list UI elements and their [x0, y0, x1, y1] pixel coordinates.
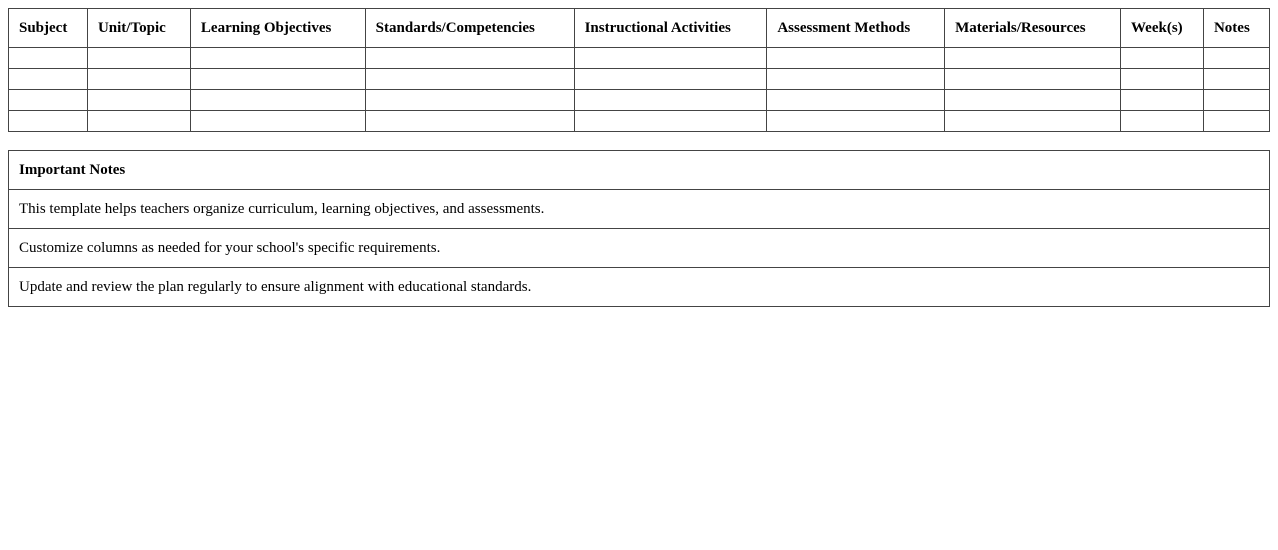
header-unit-topic: Unit/Topic: [87, 9, 190, 48]
table-cell[interactable]: [9, 90, 88, 111]
table-cell[interactable]: [945, 111, 1121, 132]
important-notes-table: [8, 150, 1270, 307]
table-cell[interactable]: [945, 48, 1121, 69]
table-cell[interactable]: [365, 69, 574, 90]
note-item: Customize columns as needed for your school's specific requirements.: [9, 229, 1270, 268]
table-cell[interactable]: [1203, 48, 1269, 69]
note-row: [9, 229, 1270, 268]
table-cell[interactable]: [190, 69, 365, 90]
note-item: This template helps teachers organize curriculum, learning objectives, and assessments.: [9, 190, 1270, 229]
header-standards: Standards/Competencies: [365, 9, 574, 48]
header-weeks: Week(s): [1121, 9, 1204, 48]
table-cell[interactable]: [9, 69, 88, 90]
table-cell[interactable]: [1203, 111, 1269, 132]
table-cell[interactable]: [767, 48, 945, 69]
table-cell[interactable]: [9, 48, 88, 69]
table-cell[interactable]: [1121, 90, 1204, 111]
header-row: [9, 9, 1270, 48]
table-cell[interactable]: [767, 111, 945, 132]
curriculum-plan-table: [8, 8, 1270, 132]
table-cell[interactable]: [1121, 111, 1204, 132]
notes-header-row: [9, 151, 1270, 190]
header-learning-objectives: Learning Objectives: [190, 9, 365, 48]
table-cell[interactable]: [9, 111, 88, 132]
table-cell[interactable]: [1203, 90, 1269, 111]
header-instructional-activities: Instructional Activities: [574, 9, 767, 48]
table-cell[interactable]: [1121, 69, 1204, 90]
table-cell[interactable]: [365, 111, 574, 132]
note-row: [9, 190, 1270, 229]
table-cell[interactable]: [574, 111, 767, 132]
table-cell[interactable]: [365, 90, 574, 111]
table-cell[interactable]: [767, 90, 945, 111]
notes-title: Important Notes: [9, 151, 1270, 190]
header-notes: Notes: [1203, 9, 1269, 48]
table-cell[interactable]: [190, 111, 365, 132]
table-row: [9, 90, 1270, 111]
header-assessment-methods: Assessment Methods: [767, 9, 945, 48]
table-cell[interactable]: [1121, 48, 1204, 69]
table-row: [9, 111, 1270, 132]
table-cell[interactable]: [574, 48, 767, 69]
table-cell[interactable]: [1203, 69, 1269, 90]
table-cell[interactable]: [87, 90, 190, 111]
table-row: [9, 69, 1270, 90]
table-cell[interactable]: [945, 90, 1121, 111]
table-cell[interactable]: [87, 111, 190, 132]
header-materials-resources: Materials/Resources: [945, 9, 1121, 48]
table-cell[interactable]: [365, 48, 574, 69]
table-cell[interactable]: [190, 48, 365, 69]
table-row: [9, 48, 1270, 69]
table-cell[interactable]: [87, 69, 190, 90]
table-cell[interactable]: [945, 69, 1121, 90]
note-row: [9, 268, 1270, 307]
note-item: Update and review the plan regularly to ensure alignment with educational standards.: [9, 268, 1270, 307]
table-cell[interactable]: [574, 90, 767, 111]
table-cell[interactable]: [574, 69, 767, 90]
table-cell[interactable]: [767, 69, 945, 90]
table-cell[interactable]: [87, 48, 190, 69]
table-cell[interactable]: [190, 90, 365, 111]
header-subject: Subject: [9, 9, 88, 48]
